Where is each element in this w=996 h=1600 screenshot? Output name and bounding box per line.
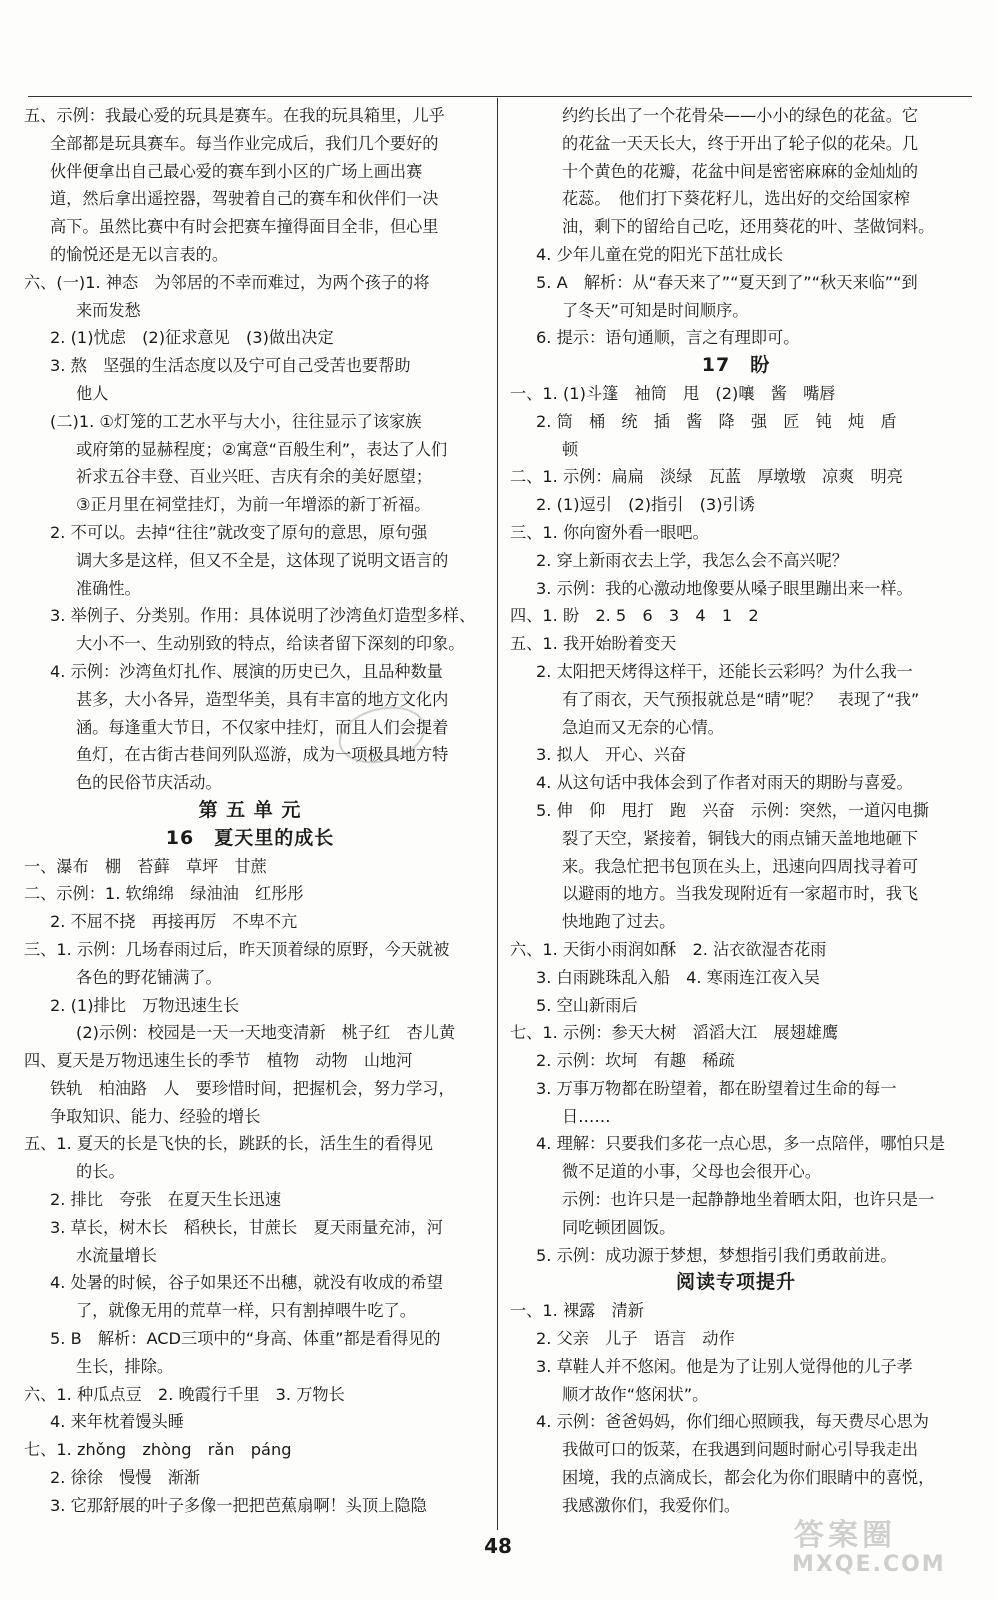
left-text-line: 二、示例：1. 软绵绵 绿油油 红彤彤 — [24, 884, 304, 904]
left-text-line: 调大多是这样，但又不全是，这体现了说明文语言的 — [76, 550, 449, 570]
right-text-line: 5. 伸 仰 甩打 跑 兴奋 示例：突然，一道闪电撕 — [536, 800, 929, 820]
right-text-line: 3. 白雨跳珠乱入船 4. 寒雨连江夜入吴 — [536, 967, 820, 987]
right-text-line: 以避雨的地方。当我发现附近有一家超市时，我飞 — [562, 884, 919, 904]
right-section-heading: 17 盼 — [701, 354, 771, 377]
left-text-line: 2. 徐徐 慢慢 渐渐 — [50, 1468, 201, 1488]
right-column — [510, 102, 962, 1520]
right-text-line: 裂了天空，紧接着，铜钱大的雨点铺天盖地地砸下 — [562, 828, 919, 848]
left-text-line: 六、(一)1. 神态 为邻居的不幸而难过，为两个孩子的将 — [24, 272, 430, 292]
right-text-line: 有了雨衣，天气预报就总是“晴”呢？ 表现了“我” — [562, 689, 920, 709]
right-text-line: 4. 少年儿童在党的阳光下茁壮成长 — [536, 244, 784, 264]
right-text-line: 快地跑了过去。 — [562, 912, 676, 932]
right-text-line: 急迫而又无奈的心情。 — [562, 717, 724, 737]
left-text-line: 各色的野花铺满了。 — [76, 967, 222, 987]
left-text-line: 七、1. zhǒng zhòng rǎn páng — [24, 1440, 292, 1460]
left-text-line: 涵。每逢重大节日，不仅家中挂灯，而且人们会提着 — [76, 717, 449, 737]
right-text-line: 4. 示例：爸爸妈妈，你们细心照顾我，每天费尽心思为 — [536, 1412, 929, 1432]
right-text-line: 2. 示例：坎坷 有趣 稀疏 — [536, 1051, 735, 1071]
column-divider — [497, 98, 498, 1530]
left-text-line: 3. 熬 坚强的生活态度以及宁可自己受苦也要帮助 — [50, 356, 411, 376]
right-text-line: 3. 万事万物都在盼望着，都在盼望着过生命的每一 — [536, 1078, 897, 1098]
left-text-line: 伙伴便拿出自己最心爱的赛车到小区的广场上画出赛 — [50, 161, 423, 181]
top-rule — [28, 96, 972, 97]
right-text-line: 示例：也许只是一起静静地坐着晒太阳，也许只是一 — [562, 1190, 935, 1210]
left-text-line: 争取知识、能力、经验的增长 — [50, 1106, 261, 1126]
right-text-line: 5. A 解析：从“春天来了”“夏天到了”“秋天来临”“到 — [536, 272, 918, 292]
left-text-line: 甚多，大小各异，造型华美，具有丰富的地方文化内 — [76, 689, 449, 709]
left-text-line: 2. (1)排比 万物迅速生长 — [50, 995, 240, 1015]
right-text-line: 2. 筒 桶 统 插 酱 降 强 匠 钝 炖 盾 — [536, 411, 897, 431]
left-text-line: 四、夏天是万物迅速生长的季节 植物 动物 山地河 — [24, 1051, 413, 1071]
left-text-line: 2. 不屈不挠 再接再厉 不卑不亢 — [50, 912, 298, 932]
right-text-line: 困境，我的点滴成长，都会化为你们眼睛中的喜悦， — [562, 1468, 935, 1488]
left-text-line: 3. 它那舒展的叶子多像一把把芭蕉扇啊！头顶上隐隐 — [50, 1495, 427, 1515]
right-text-line: 3. 草鞋人并不悠闲。他是为了让别人觉得他的儿子孝 — [536, 1356, 913, 1376]
right-text-line: 的花盆一天天长大，终于开出了轮子似的花朵。几 — [562, 133, 919, 153]
left-text-line: 道，然后拿出遥控器，驾驶着自己的赛车和伙伴们一决 — [50, 189, 439, 209]
right-text-line: 2. 穿上新雨衣去上学，我怎么会不高兴呢？ — [536, 550, 848, 570]
right-text-line: 3. 示例：我的心激动地像要从嗓子眼里蹦出来一样。 — [536, 578, 913, 598]
right-text-line: 了冬天”可知是时间顺序。 — [562, 300, 749, 320]
right-text-line: 一、1. (1)斗篷 袖筒 甩 (2)嚷 酱 嘴唇 — [510, 383, 836, 403]
right-text-line: 七、1. 示例：参天大树 滔滔大江 展翅雄鹰 — [510, 1023, 839, 1043]
watermark-site-text: MXQE.COM — [792, 1552, 946, 1577]
right-text-line: 4. 理解：只要我们多花一点心思，多一点陪伴，哪怕只是 — [536, 1134, 946, 1154]
right-text-line: 顺才故作“悠闲状”。 — [562, 1384, 709, 1404]
right-text-line: 一、1. 裸露 清新 — [510, 1301, 644, 1321]
left-text-line: 5. B 解析：ACD三项中的“身高、体重”都是看得见的 — [50, 1329, 441, 1349]
left-text-line: 或府第的显赫程度；②寓意“百般生利”，表达了人们 — [76, 439, 448, 459]
right-text-line: 六、1. 天街小雨润如酥 2. 沾衣欲湿杏花雨 — [510, 939, 827, 959]
right-text-line: 3. 拟人 开心、兴奋 — [536, 745, 687, 765]
left-text-line: 3. 举例子、分类别。作用：具体说明了沙湾鱼灯造型多样、 — [50, 606, 476, 626]
left-section-heading: 16 夏天里的成长 — [165, 826, 335, 849]
left-column — [24, 102, 476, 1520]
left-text-line: 来而发愁 — [76, 300, 141, 320]
left-text-line: 高下。虽然比赛中有时会把赛车撞得面目全非，但心里 — [50, 217, 439, 237]
right-text-line: 4. 从这句话中我体会到了作者对雨天的期盼与喜爱。 — [536, 773, 913, 793]
left-text-line: 一、瀑布 棚 苔藓 草坪 甘蔗 — [24, 856, 267, 876]
right-text-line: 日…… — [562, 1106, 611, 1126]
left-text-line: 祈求五谷丰登、百业兴旺、吉庆有余的美好愿望； — [76, 467, 433, 487]
right-text-line: 五、1. 我开始盼着变天 — [510, 634, 677, 654]
left-text-line: 五、1. 夏天的长是飞快的长，跳跃的长，活生生的看得见 — [24, 1134, 434, 1154]
left-text-line: 了，就像无用的荒草一样，只有割掉喂牛吃了。 — [76, 1301, 416, 1321]
right-text-line: 我做可口的饭菜，在我遇到问题时耐心引导我走出 — [562, 1440, 919, 1460]
left-section-heading: 第 五 单 元 — [198, 798, 302, 821]
right-text-line: 6. 提示：语句通顺，言之有理即可。 — [536, 328, 800, 348]
right-section-heading: 阅读专项提升 — [675, 1271, 796, 1294]
right-text-line: 同吃顿团圆饭。 — [562, 1217, 676, 1237]
left-text-line: 4. 处暑的时候，谷子如果还不出穗，就没有收成的希望 — [50, 1273, 443, 1293]
left-text-line: 4. 来年枕着馒头睡 — [50, 1412, 184, 1432]
left-text-line: 2. 不可以。去掉“往往”就改变了原句的意思，原句强 — [50, 522, 428, 542]
left-text-line: (2)示例：校园是一天一天地变清新 桃子红 杏儿黄 — [76, 1023, 456, 1043]
left-text-line: 的愉悦还是无以言表的。 — [50, 244, 229, 264]
left-text-line: 大小不一、生动别致的特点，给读者留下深刻的印象。 — [76, 634, 465, 654]
left-text-line: 鱼灯，在古街古巷间列队巡游，成为一项极具地方特 — [76, 745, 449, 765]
left-text-line: 他人 — [76, 383, 109, 403]
left-text-line: 生长，排除。 — [76, 1356, 174, 1376]
left-text-line: 铁轨 柏油路 人 要珍惜时间，把握机会，努力学习， — [50, 1078, 455, 1098]
right-text-line: 2. 父亲 儿子 语言 动作 — [536, 1329, 735, 1349]
left-text-line: 六、1. 种瓜点豆 2. 晚霞行千里 3. 万物长 — [24, 1384, 345, 1404]
right-text-line: 我感激你们，我爱你们。 — [562, 1495, 741, 1515]
right-text-line: 三、1. 你向窗外看一眼吧。 — [510, 522, 709, 542]
page-number: 48 — [484, 1534, 512, 1558]
right-text-line: 二、1. 示例：扁扁 淡绿 瓦蓝 厚墩墩 凉爽 明亮 — [510, 467, 903, 487]
right-text-line: 2. 太阳把天烤得这样干，还能长云彩吗？为什么我一 — [536, 661, 913, 681]
left-text-line: 准确性。 — [76, 578, 141, 598]
left-text-line: 2. (1)忧虑 (2)征求意见 (3)做出决定 — [50, 328, 334, 348]
right-text-line: 花蕊。 他们打下葵花籽儿，选出好的交给国家榨 — [562, 189, 911, 209]
right-text-line: 四、1. 盼 2. 5 6 3 4 1 2 — [510, 606, 759, 626]
left-text-line: 4. 示例：沙湾鱼灯扎作、展演的历史已久，且品种数量 — [50, 661, 443, 681]
right-text-line: 2. (1)逗引 (2)指引 (3)引诱 — [536, 495, 755, 515]
left-text-line: 2. 排比 夸张 在夏天生长迅速 — [50, 1190, 282, 1210]
left-text-line: 全部都是玩具赛车。每当作业完成后，我们几个要好的 — [50, 133, 439, 153]
right-text-line: 5. 示例：成功源于梦想，梦想指引我们勇敢前进。 — [536, 1245, 897, 1265]
right-text-line: 顿 — [562, 439, 579, 459]
left-text-line: 三、1. 示例：几场春雨过后，昨天顶着绿的原野，今天就被 — [24, 939, 450, 959]
right-text-line: 微不足道的小事，父母也会很开心。 — [562, 1162, 821, 1182]
left-text-line: 水流量增长 — [76, 1245, 157, 1265]
left-text-line: ③正月里在祠堂挂灯，为前一年增添的新丁祈福。 — [76, 495, 431, 515]
right-text-line: 来。我急忙把书包顶在头上，迅速向四周找寻着可 — [562, 856, 919, 876]
left-text-line: 3. 草长，树木长 稻秧长，甘蔗长 夏天雨量充沛，河 — [50, 1217, 443, 1237]
right-text-line: 5. 空山新雨后 — [536, 995, 638, 1015]
left-text-line: 五、示例：我最心爱的玩具是赛车。在我的玩具箱里，儿乎 — [24, 106, 445, 125]
left-text-line: (二)1. ①灯笼的工艺水平与大小，往往显示了该家族 — [50, 411, 422, 431]
left-text-line: 色的民俗节庆活动。 — [76, 773, 222, 793]
right-text-line: 油，剩下的留给自己吃，还用葵花的叶、茎做饲料。 — [562, 217, 935, 237]
right-text-line: 约约长出了一个花骨朵——小小的绿色的花盆。它 — [562, 106, 919, 125]
left-text-line: 的长。 — [76, 1162, 125, 1182]
watermark-logo-text: 答案圈 — [794, 1518, 896, 1553]
watermark-logo — [786, 1510, 976, 1586]
right-text-line: 十个黄色的花瓣，花盆中间是密密麻麻的金灿灿的 — [562, 161, 919, 181]
